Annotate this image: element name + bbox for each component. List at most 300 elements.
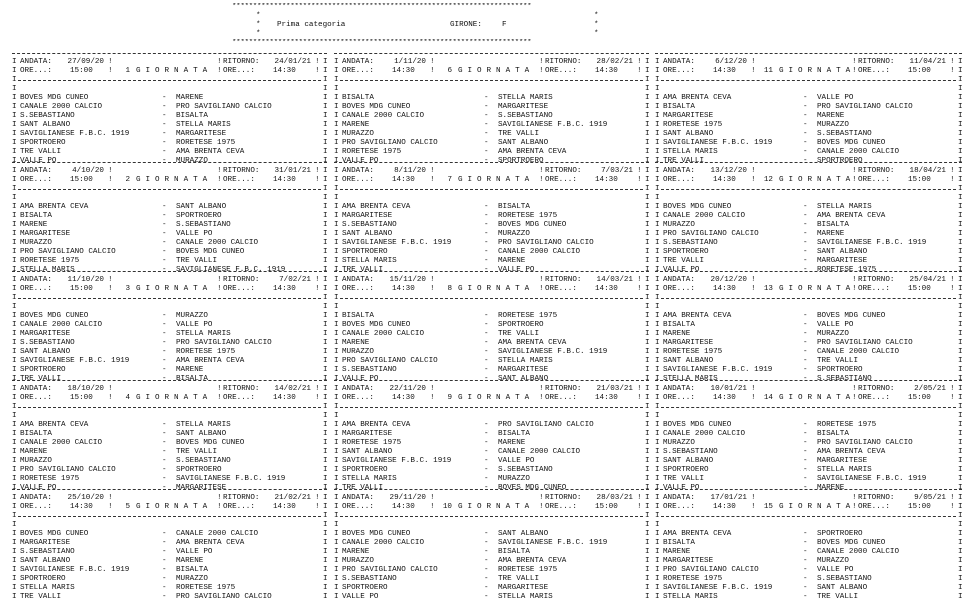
match-row: I MARGARITESE - MURAZZO I [655,557,963,565]
home-team: BOVES MDG CUNEO [20,530,89,538]
match-row: I MURAZZO - AMA BRENTA CEVA I [334,557,650,565]
match-row: I MARENE - SAVIGLIANESE F.B.C. 1919 I [334,121,650,129]
divider-line: I I [655,76,963,84]
giornata-label: G I O R N A T A [458,67,530,75]
away-team: CANALE 2000 CALCIO [498,248,581,256]
away-team: SANT ALBANO [498,139,549,147]
away-team: CANALE 2000 CALCIO [817,148,900,156]
match-row: I PRO SAVIGLIANO CALCIO - VALLE PO I [655,566,963,574]
home-team: CANALE 2000 CALCIO [20,103,103,111]
round-number: 15 [763,503,773,511]
divider-line: I I [334,185,650,193]
ritorno-label: RITORNO: [223,385,260,393]
away-team: MARENE [176,94,204,102]
spacer-line: I I [334,412,650,420]
match-row: I MURAZZO - TRE VALLI I [334,130,650,138]
round-dates: I ANDATA: 4/10/20 ! ! RITORNO: 31/01/21 ! I [12,167,328,175]
match-row: I S.SEBASTIANO - BOVES MDG CUNEO I [334,221,650,229]
match-row: I RORETESE 1975 - MURAZZO I [655,121,963,129]
away-team: MARGARITESE [176,484,227,492]
ore-label: ORE...: [223,285,255,293]
match-row: I CANALE 2000 CALCIO - SAVIGLIANESE F.B.C. 1919 I [334,539,650,547]
andata-label: ANDATA: [20,494,52,502]
match-row: I BISALTA - VALLE PO I [655,321,963,329]
andata-date: 25/10/20 [67,494,104,502]
match-row: I PRO SAVIGLIANO CALCIO - STELLA MARIS I [334,357,650,365]
ritorno-time: 14:30 [595,285,618,293]
away-team: BISALTA [176,375,208,383]
home-team: BISALTA [20,212,52,220]
away-team: BISALTA [498,203,530,211]
home-team: VALLE PO [342,593,379,601]
andata-time: 14:30 [713,503,736,511]
away-team: PRO SAVIGLIANO CALCIO [817,103,913,111]
match-row: I BISALTA - RORETESE 1975 I [334,312,650,320]
home-team: MARENE [663,548,691,556]
round-number: 4 [125,394,130,402]
away-team: BISALTA [498,548,530,556]
away-team: VALLE PO [176,230,213,238]
away-team: AMA BRENTA CEVA [176,539,245,547]
ritorno-date: 28/02/21 [596,58,633,66]
andata-label: ANDATA: [342,58,374,66]
round-block [655,268,962,384]
home-team: MURAZZO [342,348,374,356]
home-team: BISALTA [20,430,52,438]
away-team: MURAZZO [176,157,208,165]
ritorno-time: 14:30 [595,176,618,184]
away-team: PRO SAVIGLIANO CALCIO [498,421,594,429]
spacer-line: I I [655,412,963,420]
match-row: I STELLA MARIS - SAVIGLIANESE F.B.C. 1919 I [12,266,328,274]
ore-label: ORE...: [663,503,695,511]
away-team: MARENE [176,557,204,565]
home-team: MURAZZO [342,130,374,138]
match-row: I MURAZZO - BISALTA I [655,221,963,229]
giornata-label: G I O R N A T A [779,176,851,184]
home-team: RORETESE 1975 [342,148,402,156]
away-team: RORETESE 1975 [498,566,558,574]
home-team: AMA BRENTA CEVA [20,421,89,429]
home-team: SANT ALBANO [663,130,714,138]
match-row: I S.SEBASTIANO - PRO SAVIGLIANO CALCIO I [12,339,328,347]
away-team: STELLA MARIS [176,330,231,338]
home-team: MARGARITESE [342,430,393,438]
home-team: SPORTROERO [342,584,388,592]
round-block [334,268,649,384]
away-team: VALLE PO [176,321,213,329]
round-times: I ORE...: 14:30 ! 6 G I O R N A T A ! ORE...: 14:30 ! I [334,67,650,75]
ritorno-time: 15:00 [908,176,931,184]
ritorno-date: 2/05/21 [914,385,946,393]
ritorno-label: RITORNO: [223,167,260,175]
round-block [334,377,649,493]
home-team: MARGARITESE [663,339,714,347]
divider-line: I I [655,185,963,193]
round-number: 11 [763,67,773,75]
away-team: MURAZZO [817,330,849,338]
round-number: 14 [763,394,773,402]
giornata-label: G I O R N A T A [136,176,208,184]
match-row: I SAVIGLIANESE F.B.C. 1919 - PRO SAVIGLIANO CALCIO I [334,239,650,247]
match-row: I STELLA MARIS - CANALE 2000 CALCIO I [655,148,963,156]
match-row: I SAVIGLIANESE F.B.C. 1919 - VALLE PO I [334,457,650,465]
match-row: I AMA BRENTA CEVA - VALLE PO I [655,94,963,102]
home-team: BOVES MDG CUNEO [663,203,732,211]
match-row: I CANALE 2000 CALCIO - BISALTA I [655,430,963,438]
away-team: MARENE [817,112,845,120]
home-team: AMA BRENTA CEVA [663,312,732,320]
match-row: I STELLA MARIS - S.SEBASTIANO I [655,375,963,383]
ore-label: ORE...: [858,285,890,293]
home-team: BOVES MDG CUNEO [342,321,411,329]
ore-label: ORE...: [858,176,890,184]
away-team: MARGARITESE [817,457,868,465]
giornata-label: G I O R N A T A [779,394,851,402]
divider-line: I I [334,76,650,84]
away-team: TRE VALLI [498,130,540,138]
away-team: MURAZZO [176,312,208,320]
round-block [12,50,327,166]
andata-date: 29/11/20 [389,494,426,502]
match-row: I BOVES MDG CUNEO - SPORTROERO I [334,321,650,329]
round-dates: I ANDATA: 11/10/20 ! ! RITORNO: 7/02/21 ! I [12,276,328,284]
home-team: MARENE [342,339,370,347]
away-team: BOVES MDG CUNEO [498,484,567,492]
giornata-label: G I O R N A T A [458,394,530,402]
match-row: I PRO SAVIGLIANO CALCIO - MARENE I [655,230,963,238]
ritorno-time: 14:30 [273,67,296,75]
round-times: I ORE...: 15:00 ! 1 G I O R N A T A ! ORE...: 14:30 ! I [12,67,328,75]
ritorno-time: 15:00 [908,285,931,293]
match-row: I MARENE - MURAZZO I [655,330,963,338]
away-team: CANALE 2000 CALCIO [176,530,259,538]
round-dates: I ANDATA: 13/12/20 ! ! RITORNO: 18/04/21 ! I [655,167,963,175]
divider-line: I I [334,403,650,411]
ore-label: ORE...: [342,285,374,293]
home-team: RORETESE 1975 [663,575,723,583]
away-team: AMA BRENTA CEVA [498,339,567,347]
home-team: TRE VALLI [663,157,705,165]
match-row: I SPORTROERO - S.SEBASTIANO I [334,466,650,474]
match-row: I STELLA MARIS - MARENE I [334,257,650,265]
divider-line: I I [12,76,328,84]
andata-date: 1/11/20 [394,58,426,66]
ritorno-date: 7/03/21 [601,167,633,175]
ore-label: ORE...: [20,503,52,511]
andata-label: ANDATA: [663,494,695,502]
match-row: I SANT ALBANO - S.SEBASTIANO I [655,130,963,138]
match-row: I SANT ALBANO - MARGARITESE I [655,457,963,465]
away-team: S.SEBASTIANO [176,221,231,229]
round-dates: I ANDATA: 22/11/20 ! ! RITORNO: 21/03/21 ! I [334,385,650,393]
home-team: CANALE 2000 CALCIO [342,112,425,120]
ritorno-time: 14:30 [273,503,296,511]
away-team: MURAZZO [176,575,208,583]
ore-label: ORE...: [858,394,890,402]
match-row: I TRE VALLI - VALLE PO I [334,266,650,274]
divider-line: I I [334,512,650,520]
home-team: BOVES MDG CUNEO [20,312,89,320]
ritorno-label: RITORNO: [858,58,895,66]
round-dates: I ANDATA: 8/11/20 ! ! RITORNO: 7/03/21 ! I [334,167,650,175]
andata-label: ANDATA: [342,385,374,393]
ritorno-time: 14:30 [595,67,618,75]
round-times: I ORE...: 14:30 ! 7 G I O R N A T A ! ORE...: 14:30 ! I [334,176,650,184]
match-row: I SPORTROERO - MARENE I [12,366,328,374]
away-team: SAVIGLIANESE F.B.C. 1919 [817,239,927,247]
andata-time: 15:00 [70,176,93,184]
divider-line: I I [655,512,963,520]
away-team: CANALE 2000 CALCIO [817,548,900,556]
home-team: SAVIGLIANESE F.B.C. 1919 [663,366,773,374]
away-team: SPORTROERO [817,366,863,374]
away-team: SPORTROERO [498,157,544,165]
match-row: I VALLE PO - MARGARITESE I [12,484,328,492]
round-times: I ORE...: 14:30 ! 13 G I O R N A T A ! ORE...: 15:00 ! I [655,285,963,293]
round-number: 2 [125,176,130,184]
match-row: I STELLA MARIS - MURAZZO I [334,475,650,483]
match-row: I SPORTROERO - CANALE 2000 CALCIO I [334,248,650,256]
home-team: STELLA MARIS [663,375,718,383]
home-team: VALLE PO [663,484,700,492]
away-team: PRO SAVIGLIANO CALCIO [176,103,272,111]
home-team: MARENE [20,448,48,456]
match-row: I SANT ALBANO - RORETESE 1975 I [12,348,328,356]
away-team: SAVIGLIANESE F.B.C. 1919 [498,348,608,356]
away-team: MARGARITESE [176,130,227,138]
match-row: I TRE VALLI - SAVIGLIANESE F.B.C. 1919 I [655,475,963,483]
andata-label: ANDATA: [342,494,374,502]
andata-date: 4/10/20 [72,167,104,175]
away-team: MARENE [498,257,526,265]
andata-label: ANDATA: [20,167,52,175]
match-row: I TRE VALLI - SPORTROERO I [655,157,963,165]
match-row: I VALLE PO - RORETESE 1975 I [655,266,963,274]
match-row: I RORETESE 1975 - MARENE I [334,439,650,447]
home-team: CANALE 2000 CALCIO [20,321,103,329]
round-dates: I ANDATA: 1/11/20 ! ! RITORNO: 28/02/21 ! I [334,58,650,66]
match-row: I BISALTA - SPORTROERO I [12,212,328,220]
away-team: RORETESE 1975 [817,421,877,429]
header-star: * [256,21,261,29]
match-row: I AMA BRENTA CEVA - PRO SAVIGLIANO CALCIO I [334,421,650,429]
ore-label: ORE...: [545,394,577,402]
round-times: I ORE...: 14:30 ! 11 G I O R N A T A ! ORE...: 15:00 ! I [655,67,963,75]
away-team: CANALE 2000 CALCIO [176,239,259,247]
match-row: I CANALE 2000 CALCIO - AMA BRENTA CEVA I [655,212,963,220]
match-row: I MARENE - CANALE 2000 CALCIO I [655,548,963,556]
match-row: I VALLE PO - SANT ALBANO I [334,375,650,383]
giornata-label: G I O R N A T A [458,503,530,511]
away-team: MURAZZO [498,475,530,483]
away-team: MURAZZO [817,557,849,565]
divider-line: I I [12,512,328,520]
home-team: STELLA MARIS [20,584,75,592]
away-team: SPORTROERO [176,212,222,220]
round-times: I ORE...: 14:30 ! 10 G I O R N A T A ! ORE...: 15:00 ! I [334,503,650,511]
home-team: RORETESE 1975 [20,257,80,265]
ore-label: ORE...: [223,503,255,511]
andata-time: 14:30 [392,67,415,75]
away-team: RORETESE 1975 [176,139,236,147]
round-times: I ORE...: 14:30 ! 14 G I O R N A T A ! ORE...: 15:00 ! I [655,394,963,402]
home-team: SPORTROERO [20,575,66,583]
andata-label: ANDATA: [20,385,52,393]
giornata-label: G I O R N A T A [136,285,208,293]
match-row: I BOVES MDG CUNEO - RORETESE 1975 I [655,421,963,429]
home-team: TRE VALLI [342,266,384,274]
away-team: VALLE PO [817,321,854,329]
match-row: I SAVIGLIANESE F.B.C. 1919 - MARGARITESE I [12,130,328,138]
giornata-label: G I O R N A T A [136,394,208,402]
andata-label: ANDATA: [20,58,52,66]
giornata-label: G I O R N A T A [779,503,851,511]
away-team: BOVES MDG CUNEO [176,248,245,256]
spacer-line: I I [334,521,650,529]
match-row: I MURAZZO - PRO SAVIGLIANO CALCIO I [655,439,963,447]
home-team: BISALTA [342,312,374,320]
home-team: VALLE PO [342,157,379,165]
home-team: S.SEBASTIANO [663,239,718,247]
away-team: MURAZZO [498,230,530,238]
ore-label: ORE...: [663,285,695,293]
ritorno-time: 14:30 [273,394,296,402]
andata-time: 14:30 [392,503,415,511]
home-team: SPORTROERO [342,466,388,474]
away-team: RORETESE 1975 [498,312,558,320]
ore-label: ORE...: [223,67,255,75]
home-team: SAVIGLIANESE F.B.C. 1919 [663,584,773,592]
home-team: BISALTA [663,103,695,111]
home-team: S.SEBASTIANO [663,448,718,456]
andata-label: ANDATA: [663,167,695,175]
match-row: I AMA BRENTA CEVA - BISALTA I [334,203,650,211]
andata-label: ANDATA: [663,58,695,66]
round-block [655,486,962,602]
match-row: I RORETESE 1975 - TRE VALLI I [12,257,328,265]
spacer-line: I I [12,521,328,529]
home-team: MARENE [342,548,370,556]
home-team: PRO SAVIGLIANO CALCIO [663,566,759,574]
away-team: RORETESE 1975 [176,348,236,356]
away-team: SPORTROERO [176,466,222,474]
away-team: VALLE PO [817,94,854,102]
ritorno-time: 15:00 [908,67,931,75]
away-team: S.SEBASTIANO [817,375,872,383]
away-team: SPORTROERO [817,157,863,165]
spacer-line: I I [12,194,328,202]
home-team: MARGARITESE [663,557,714,565]
divider-line: I I [12,185,328,193]
away-team: AMA BRENTA CEVA [498,148,567,156]
away-team: MARENE [817,484,845,492]
away-team: S.SEBASTIANO [176,457,231,465]
ritorno-date: 21/02/21 [274,494,311,502]
away-team: MARGARITESE [498,103,549,111]
home-team: PRO SAVIGLIANO CALCIO [663,230,759,238]
spacer-line: I I [12,412,328,420]
match-row: I STELLA MARIS - RORETESE 1975 I [12,584,328,592]
match-row: I TRE VALLI - AMA BRENTA CEVA I [12,148,328,156]
divider-line: I I [334,294,650,302]
ritorno-date: 14/02/21 [274,385,311,393]
home-team: SAVIGLIANESE F.B.C. 1919 [663,139,773,147]
match-row: I MARGARITESE - RORETESE 1975 I [334,212,650,220]
ritorno-time: 15:00 [908,394,931,402]
match-row: I SPORTROERO - RORETESE 1975 I [12,139,328,147]
away-team: PRO SAVIGLIANO CALCIO [498,239,594,247]
home-team: SAVIGLIANESE F.B.C. 1919 [20,357,130,365]
away-team: MARENE [176,366,204,374]
andata-time: 15:00 [70,285,93,293]
divider-line: I I [655,403,963,411]
match-row: I SPORTROERO - MARGARITESE I [334,584,650,592]
home-team: STELLA MARIS [342,257,397,265]
andata-date: 27/09/20 [67,58,104,66]
home-team: CANALE 2000 CALCIO [663,430,746,438]
away-team: SANT ALBANO [498,530,549,538]
home-team: RORETESE 1975 [342,439,402,447]
match-row: I SAVIGLIANESE F.B.C. 1919 - SANT ALBANO I [655,584,963,592]
round-number: 9 [447,394,452,402]
ritorno-label: RITORNO: [858,385,895,393]
match-row: I PRO SAVIGLIANO CALCIO - SPORTROERO I [12,466,328,474]
away-team: AMA BRENTA CEVA [817,448,886,456]
header-star: * [594,30,599,38]
ore-label: ORE...: [223,176,255,184]
home-team: SAVIGLIANESE F.B.C. 1919 [20,566,130,574]
away-team: TRE VALLI [498,330,540,338]
away-team: SAVIGLIANESE F.B.C. 1919 [176,475,286,483]
spacer-line: I I [334,194,650,202]
match-row: I MARGARITESE - BISALTA I [334,430,650,438]
match-row: I MARGARITESE - VALLE PO I [12,230,328,238]
group-value: F [502,21,507,29]
andata-time: 14:30 [713,67,736,75]
andata-date: 11/10/20 [67,276,104,284]
match-row: I CANALE 2000 CALCIO - PRO SAVIGLIANO CALCIO I [12,103,328,111]
home-team: VALLE PO [20,484,57,492]
andata-label: ANDATA: [663,276,695,284]
away-team: PRO SAVIGLIANO CALCIO [176,339,272,347]
home-team: MARGARITESE [20,330,71,338]
ore-label: ORE...: [858,503,890,511]
andata-date: 8/11/20 [394,167,426,175]
away-team: AMA BRENTA CEVA [498,557,567,565]
spacer-line: I I [12,85,328,93]
match-row: I SPORTROERO - STELLA MARIS I [655,466,963,474]
home-team: STELLA MARIS [342,475,397,483]
match-row: I SANT ALBANO - MURAZZO I [334,230,650,238]
away-team: BOVES MDG CUNEO [817,539,886,547]
round-times: I ORE...: 14:30 ! 9 G I O R N A T A ! ORE...: 14:30 ! I [334,394,650,402]
home-team: MURAZZO [663,221,695,229]
divider-line: I I [12,403,328,411]
home-team: SANT ALBANO [663,357,714,365]
away-team: STELLA MARIS [817,466,872,474]
ore-label: ORE...: [20,67,52,75]
schedule-header [232,3,604,48]
match-row: I AMA BRENTA CEVA - SPORTROERO I [655,530,963,538]
home-team: AMA BRENTA CEVA [342,421,411,429]
away-team: S.SEBASTIANO [498,112,553,120]
home-team: SPORTROERO [20,139,66,147]
match-row: I SAVIGLIANESE F.B.C. 1919 - SPORTROERO I [655,366,963,374]
group-label: GIRONE: [450,21,482,29]
home-team: STELLA MARIS [663,148,718,156]
round-block [12,159,327,275]
